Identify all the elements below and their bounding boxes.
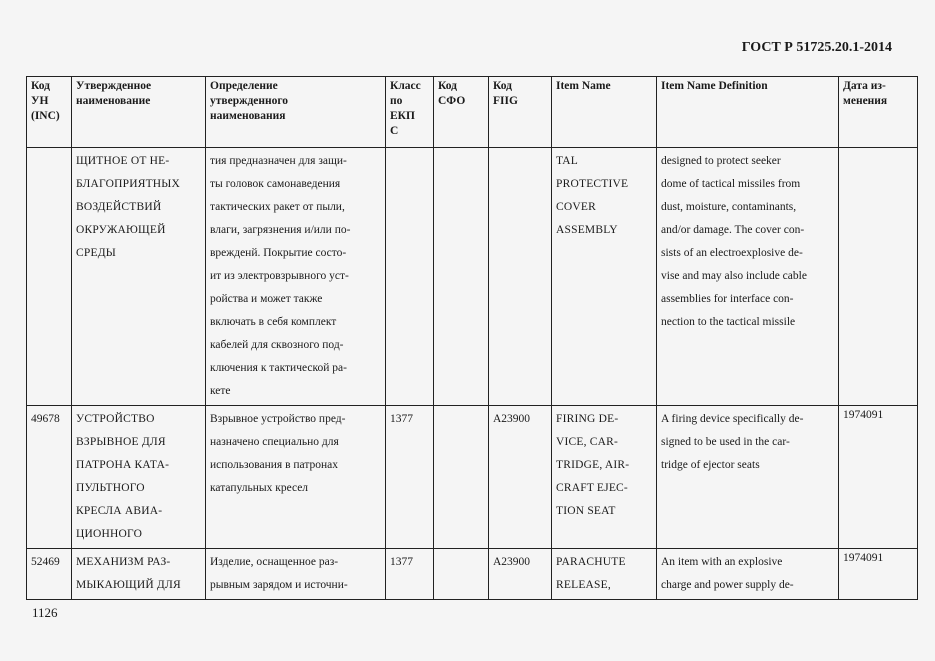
cell-sfo [434, 148, 489, 406]
cell-change-date: 1974091 [839, 406, 918, 549]
cell-change-date: 1974091 [839, 549, 918, 600]
col-header-definition: Определение утвержденного наименования [206, 77, 386, 148]
col-header-class: Класс по ЕКП С [386, 77, 434, 148]
document-standard-number: ГОСТ Р 51725.20.1-2014 [741, 40, 892, 55]
cell-item-name: FIRING DE- VICE, CAR- TRIDGE, AIR- CRAFT EJEC- TION SEAT [552, 406, 657, 549]
cell-item-definition: An item with an explosive charge and power supply de- [657, 549, 839, 600]
cell-class: 1377 [386, 549, 434, 600]
table-row [27, 148, 918, 406]
col-header-change-date: Дата из- менения [839, 77, 918, 148]
table-row [27, 406, 918, 549]
cell-sfo [434, 406, 489, 549]
cell-item-name: TAL PROTECTIVE COVER ASSEMBLY [552, 148, 657, 406]
page-number: 1126 [32, 605, 58, 620]
col-header-code: Код УН (INC) [27, 77, 72, 148]
cell-item-definition: designed to protect seeker dome of tactical missiles from dust, moisture, contaminants, and/or damage. The cover con- sists of an electroexplosive de- vise and may also include cable assemblies for interface con- nection to the tactical missile [657, 148, 839, 406]
cell-code [27, 148, 72, 406]
cell-code: 52469 [27, 549, 72, 600]
cell-definition: тия предназначен для защи- ты головок самонаведения тактических ракет от пыли, влаги, загрязнения и/или по- врежденй. Покрытие состо- ит из электровзрывного уст- ройства и может также включать в себя комплект кабелей для сквозного под- ключения к тактической ра- кете [206, 148, 386, 406]
cell-sfo [434, 549, 489, 600]
cell-code: 49678 [27, 406, 72, 549]
cell-approved-name: МЕХАНИЗМ РАЗ- МЫКАЮЩИЙ ДЛЯ [72, 549, 206, 600]
cell-approved-name: УСТРОЙСТВО ВЗРЫВНОЕ ДЛЯ ПАТРОНА КАТА- ПУЛЬТНОГО КРЕСЛА АВИА- ЦИОННОГО [72, 406, 206, 549]
cell-item-definition: A firing device specifically de- signed to be used in the car- tridge of ejector seats [657, 406, 839, 549]
nomenclature-table [26, 76, 918, 600]
cell-definition: Взрывное устройство пред- назначено специально для использования в патронах катапульных кресел [206, 406, 386, 549]
cell-class [386, 148, 434, 406]
col-header-sfo: Код СФО [434, 77, 489, 148]
cell-fiig: A23900 [489, 549, 552, 600]
table-row [27, 549, 918, 600]
table-header-row [27, 77, 918, 148]
cell-approved-name: ЩИТНОЕ ОТ НЕ- БЛАГОПРИЯТНЫХ ВОЗДЕЙСТВИЙ ОКРУЖАЮЩЕЙ СРЕДЫ [72, 148, 206, 406]
col-header-item-name: Item Name [552, 77, 657, 148]
cell-item-name: PARACHUTE RELEASE, [552, 549, 657, 600]
cell-class: 1377 [386, 406, 434, 549]
cell-change-date [839, 148, 918, 406]
col-header-approved-name: Утвержденное наименование [72, 77, 206, 148]
col-header-item-definition: Item Name Definition [657, 77, 839, 148]
cell-fiig: A23900 [489, 406, 552, 549]
cell-definition: Изделие, оснащенное раз- рывным зарядом и источни- [206, 549, 386, 600]
cell-fiig [489, 148, 552, 406]
col-header-fiig: Код FIIG [489, 77, 552, 148]
